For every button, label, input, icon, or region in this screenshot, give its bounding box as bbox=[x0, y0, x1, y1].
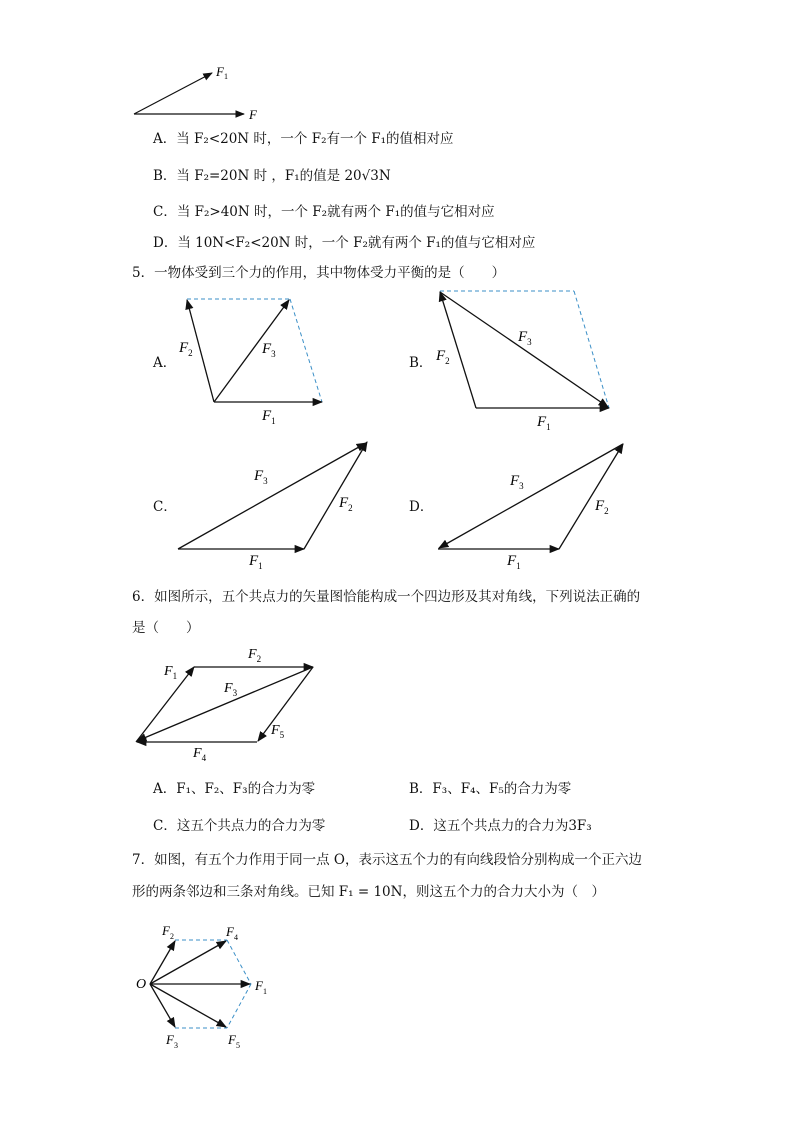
f5-label: $F_5$ bbox=[228, 1032, 240, 1050]
f1-label: $F_1$ bbox=[164, 664, 178, 681]
q5-figure-a bbox=[170, 290, 340, 430]
f2-label: $F_2$ bbox=[436, 348, 450, 366]
f3-vector bbox=[440, 292, 608, 407]
f1-label: $F_1$ bbox=[255, 978, 267, 996]
f3-vector bbox=[178, 443, 366, 549]
f1-label: $F_1$ bbox=[262, 408, 276, 426]
q5-option-d[interactable]: D． bbox=[409, 499, 434, 515]
f3-label: $F_3$ bbox=[254, 468, 268, 486]
q6-option-c[interactable]: C．这五个共点力的合力为零 bbox=[153, 818, 326, 834]
f3-label: $F_3$ bbox=[510, 473, 524, 491]
f2-vector bbox=[304, 442, 367, 549]
q5-figure-b bbox=[430, 285, 630, 435]
f4-vector bbox=[150, 941, 226, 984]
o-label: O bbox=[136, 977, 147, 992]
f3-vector bbox=[439, 444, 623, 548]
q4-option-b[interactable]: B．当 F₂=20N 时 ，F₁的值是 20√3N bbox=[153, 168, 391, 184]
q5-option-b[interactable]: B． bbox=[409, 355, 433, 371]
f3-label: $F_3$ bbox=[262, 341, 276, 359]
f2-label: $F_2$ bbox=[595, 498, 609, 516]
q4-force-figure bbox=[120, 55, 280, 125]
dashed-right bbox=[574, 291, 609, 408]
q5-figure-d bbox=[430, 435, 640, 575]
q5-option-a[interactable]: A． bbox=[153, 355, 177, 371]
q5-option-c[interactable]: C． bbox=[153, 499, 177, 515]
f3-label: $F_3$ bbox=[166, 1032, 178, 1050]
f2-label: $F_2$ bbox=[179, 340, 193, 358]
dashed-lower-right bbox=[227, 984, 251, 1028]
f4-label: $F_4$ bbox=[226, 924, 238, 942]
f1-label: $F_1$ bbox=[537, 414, 551, 432]
q5-stem: 5．一物体受到三个力的作用，其中物体受力平衡的是（ ） bbox=[132, 265, 506, 281]
dashed-right bbox=[290, 299, 322, 402]
f4-label: $F_4$ bbox=[193, 746, 207, 763]
f2-label: $F_2$ bbox=[339, 495, 353, 513]
f5-vector bbox=[150, 984, 226, 1027]
q6-option-a[interactable]: A．F₁、F₂、F₃的合力为零 bbox=[153, 781, 316, 797]
f2-vector bbox=[559, 444, 623, 549]
q6-option-b[interactable]: B．F₃、F₄、F₅的合力为零 bbox=[409, 781, 572, 797]
q6-stem-line1: 6．如图所示，五个共点力的矢量图恰能构成一个四边形及其对角线，下列说法正确的 bbox=[132, 589, 641, 605]
dashed-upper-right bbox=[227, 940, 251, 984]
q5-figure-c bbox=[170, 435, 380, 575]
f1-vector bbox=[134, 73, 212, 114]
q4-option-c[interactable]: C．当 F₂>40N 时，一个 F₂就有两个 F₁的值与它相对应 bbox=[153, 204, 495, 220]
q4-option-a[interactable]: A．当 F₂<20N 时，一个 F₂有一个 F₁的值相对应 bbox=[153, 131, 454, 147]
f1-label: $F_1$ bbox=[216, 64, 228, 81]
f2-label: $F_2$ bbox=[162, 923, 174, 941]
q6-option-d[interactable]: D．这五个共点力的合力为3F₃ bbox=[409, 818, 592, 834]
q4-option-d[interactable]: D．当 10N<F₂<20N 时，一个 F₂就有两个 F₁的值与它相对应 bbox=[153, 235, 536, 251]
f2-label: $F_2$ bbox=[248, 647, 262, 664]
q6-stem-line2: 是（ ） bbox=[132, 620, 200, 636]
q7-stem-line2: 形的两条邻边和三条对角线。已知 F₁ = 10N，则这五个力的合力大小为（ ） bbox=[132, 884, 605, 900]
f5-label: $F_5$ bbox=[271, 723, 285, 740]
f2-vector bbox=[440, 292, 476, 408]
q6-quadrilateral-figure bbox=[125, 640, 335, 770]
f1-label: $F_1$ bbox=[507, 553, 521, 571]
q7-hexagon-figure bbox=[128, 920, 288, 1055]
f3-label: $F_3$ bbox=[518, 329, 532, 347]
q7-stem-line1: 7．如图，有五个力作用于同一点 O，表示这五个力的有向线段恰分别构成一个正六边 bbox=[132, 852, 642, 868]
f1-label: $F_1$ bbox=[249, 553, 263, 571]
f3-label: $F_3$ bbox=[224, 681, 238, 698]
f-label: F bbox=[249, 107, 257, 122]
f3-vector bbox=[214, 300, 289, 402]
